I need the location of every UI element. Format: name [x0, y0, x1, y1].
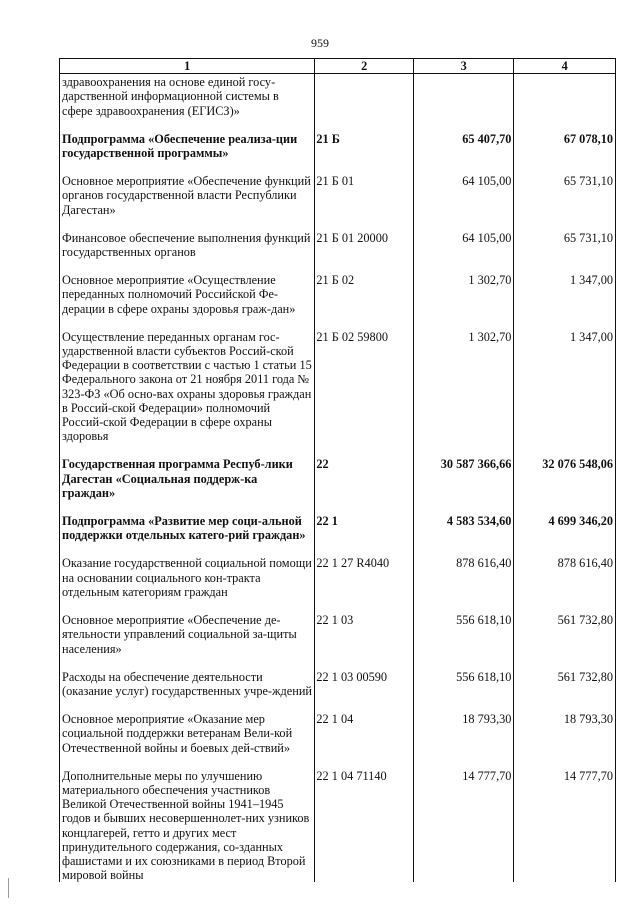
- code-cell: 22 1 04 71140: [315, 769, 414, 883]
- amount-col4-cell: 561 732,80: [514, 670, 616, 698]
- code-cell: 22 1 03: [315, 613, 414, 656]
- column-header-2: 2: [315, 59, 414, 74]
- code-cell: 22 1 04: [315, 712, 414, 755]
- row-spacer: [60, 217, 616, 231]
- row-spacer: [60, 656, 616, 670]
- table-row: [60, 231, 616, 259]
- amount-col3-cell: 14 777,70: [413, 769, 514, 883]
- row-spacer: [60, 599, 616, 613]
- amount-col4-cell: 1 347,00: [514, 273, 616, 316]
- amount-col3-cell: 1 302,70: [413, 273, 514, 316]
- name-cell: Основное мероприятие «Осуществление переданных полномочий Российской Фе-дерации в сфере охраны здоровья граж-дан»: [60, 273, 315, 316]
- name-cell: Подпрограмма «Развитие мер соци-альной поддержки отдельных катего-рий граждан»: [60, 514, 315, 542]
- row-spacer: [60, 259, 616, 273]
- table-header: [60, 59, 616, 74]
- margin-mark: [8, 878, 9, 898]
- code-cell: 22 1 27 R4040: [315, 556, 414, 599]
- amount-col3-cell: [413, 74, 514, 118]
- table-body: [60, 74, 616, 883]
- table-row: [60, 330, 616, 444]
- row-spacer: [60, 118, 616, 132]
- name-cell: Осуществление переданных органам гос-ударственной власти субъектов Россий-ской Федерации в соответствии с частью 1 статьи 15 Федерального закона от 21 ноября 2011 года № 323-ФЗ «Об осно-вах охраны здоровья граждан в Россий-ской Федерации» полномочий Россий-ской Федерации в сфере охраны здоровья: [60, 330, 315, 444]
- code-cell: 21 Б 01 20000: [315, 231, 414, 259]
- code-cell: 21 Б 02: [315, 273, 414, 316]
- amount-col4-cell: 878 616,40: [514, 556, 616, 599]
- table-row: [60, 457, 616, 500]
- amount-col3-cell: 65 407,70: [413, 132, 514, 160]
- table-row: [60, 613, 616, 656]
- name-cell: Основное мероприятие «Обеспечение де-ятельности управлений социальной за-щиты населения»: [60, 613, 315, 656]
- amount-col3-cell: 878 616,40: [413, 556, 514, 599]
- column-header-3: 3: [413, 59, 514, 74]
- table-row: [60, 556, 616, 599]
- table-row: [60, 174, 616, 217]
- name-cell: здравоохранения на основе единой госу-дарственной информационной системы в сфере здравоохранения (ЕГИСЗ)»: [60, 74, 315, 118]
- amount-col4-cell: [514, 74, 616, 118]
- amount-col3-cell: 30 587 366,66: [413, 457, 514, 500]
- row-spacer: [60, 316, 616, 330]
- code-cell: 21 Б: [315, 132, 414, 160]
- budget-table: [59, 58, 616, 882]
- name-cell: Основное мероприятие «Обеспечение функций органов государственной власти Республики Дагестан»: [60, 174, 315, 217]
- amount-col3-cell: 18 793,30: [413, 712, 514, 755]
- amount-col4-cell: 65 731,10: [514, 231, 616, 259]
- amount-col3-cell: 4 583 534,60: [413, 514, 514, 542]
- code-cell: 21 Б 01: [315, 174, 414, 217]
- code-cell: 22 1 03 00590: [315, 670, 414, 698]
- page-number: 959: [311, 36, 329, 50]
- table-row: [60, 74, 616, 118]
- table-row: [60, 712, 616, 755]
- table-row: [60, 273, 616, 316]
- row-spacer: [60, 698, 616, 712]
- amount-col3-cell: 556 618,10: [413, 670, 514, 698]
- row-spacer: [60, 755, 616, 769]
- name-cell: Финансовое обеспечение выполнения функций государственных органов: [60, 231, 315, 259]
- amount-col4-cell: 67 078,10: [514, 132, 616, 160]
- table-row: [60, 514, 616, 542]
- table-row: [60, 670, 616, 698]
- amount-col4-cell: 1 347,00: [514, 330, 616, 444]
- row-spacer: [60, 500, 616, 514]
- name-cell: Государственная программа Респуб-лики Дагестан «Социальная поддерж-ка граждан»: [60, 457, 315, 500]
- amount-col3-cell: 556 618,10: [413, 613, 514, 656]
- amount-col4-cell: 561 732,80: [514, 613, 616, 656]
- table-row: [60, 132, 616, 160]
- amount-col3-cell: 64 105,00: [413, 231, 514, 259]
- row-spacer: [60, 160, 616, 174]
- name-cell: Основное мероприятие «Оказание мер социальной поддержки ветеранам Вели-кой Отечественной войны и боевых дей-ствий»: [60, 712, 315, 755]
- row-spacer: [60, 443, 616, 457]
- column-header-4: 4: [514, 59, 616, 74]
- row-spacer: [60, 542, 616, 556]
- column-header-1: 1: [60, 59, 315, 74]
- code-cell: 22: [315, 457, 414, 500]
- name-cell: Дополнительные меры по улучшению материального обеспечения участников Великой Отечественной войны 1941–1945 годов и бывших несовершеннолет-них узников концлагерей, гетто и других мест принудительного содержания, со-зданных фашистами и их союзниками в период Второй мировой войны: [60, 769, 315, 883]
- name-cell: Подпрограмма «Обеспечение реализа-ции государственной программы»: [60, 132, 315, 160]
- name-cell: Оказание государственной социальной помощи на основании социального кон-тракта отдельным категориям граждан: [60, 556, 315, 599]
- code-cell: 22 1: [315, 514, 414, 542]
- amount-col4-cell: 65 731,10: [514, 174, 616, 217]
- amount-col4-cell: 14 777,70: [514, 769, 616, 883]
- amount-col4-cell: 4 699 346,20: [514, 514, 616, 542]
- amount-col3-cell: 64 105,00: [413, 174, 514, 217]
- amount-col4-cell: 18 793,30: [514, 712, 616, 755]
- code-cell: [315, 74, 414, 118]
- table-row: [60, 769, 616, 883]
- amount-col4-cell: 32 076 548,06: [514, 457, 616, 500]
- code-cell: 21 Б 02 59800: [315, 330, 414, 444]
- amount-col3-cell: 1 302,70: [413, 330, 514, 444]
- name-cell: Расходы на обеспечение деятельности (оказание услуг) государственных учре-ждений: [60, 670, 315, 698]
